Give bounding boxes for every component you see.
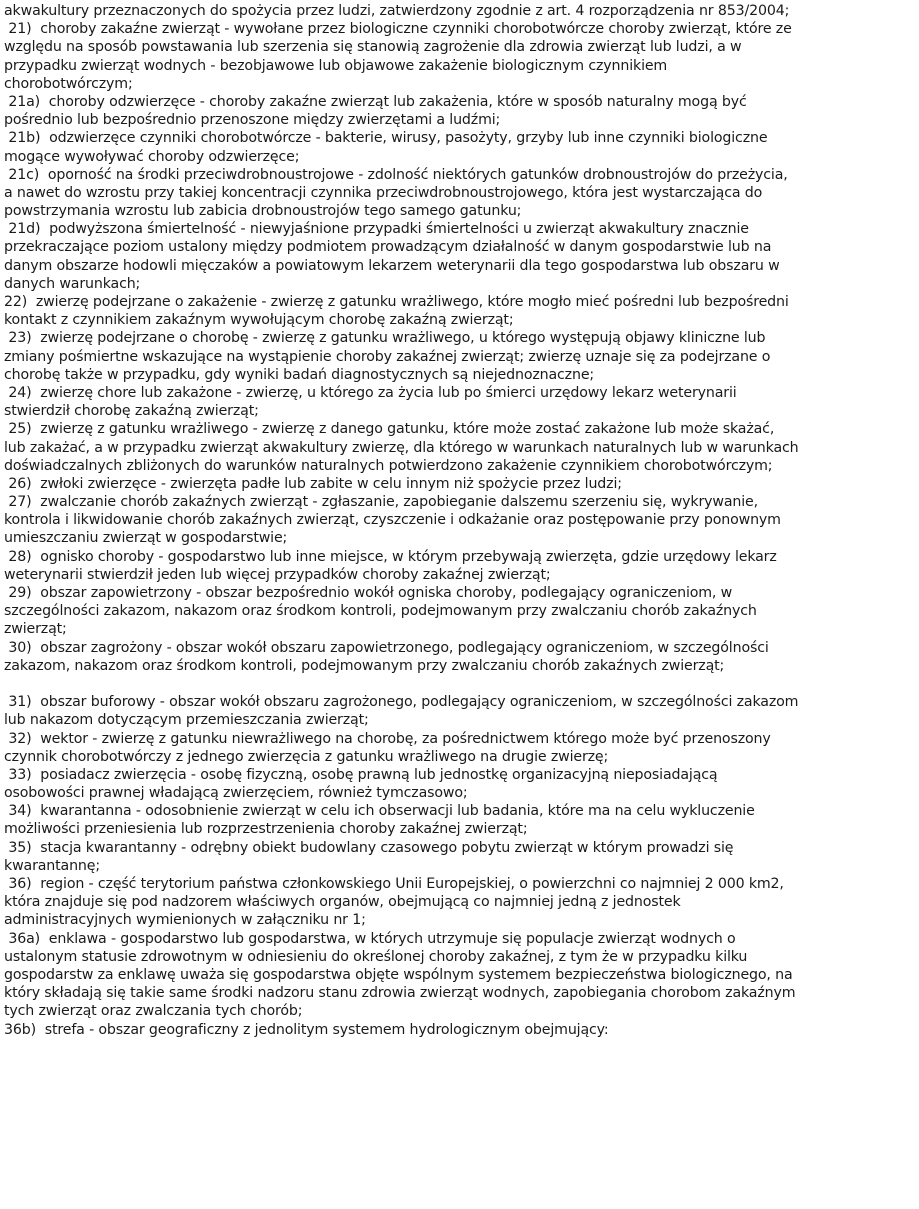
text-line: przypadku zwierząt wodnych - bezobjawowe lub objawowe zakażenie biologicznym czynnikiem [4, 57, 668, 74]
text-line: 30) obszar zagrożony - obszar wokół obszaru zapowietrzonego, podlegający ograniczeniom, w szczególności [4, 639, 769, 656]
paragraph [4, 220, 915, 293]
paragraph [4, 420, 915, 475]
text-line: gospodarstw za enklawę uważa się gospodarstwa objęte wspólnym systemem bezpieczeństwa biologicznego, na [4, 966, 793, 983]
text-line: weterynarii stwierdził jeden lub więcej przypadków choroby zakaźnej zwierząt; [4, 566, 551, 583]
paragraph [4, 2, 915, 20]
text-line: zmiany pośmiertne wskazujące na wystąpienie choroby zakaźnej zwierząt; zwierzę uznaje się za podejrzane o [4, 348, 771, 365]
text-line: przekraczające poziom ustalony między podmiotem prowadzącym działalność w danym gospodarstwie lub na [4, 239, 772, 256]
text-line: względu na sposób powstawania lub szerzenia się stanowią zagrożenie dla zdrowia zwierząt lub ludzi, a w [4, 39, 742, 56]
text-line: 21b) odzwierzęce czynniki chorobotwórcze - bakterie, wirusy, pasożyty, grzyby lub inne czynniki biologiczne [4, 130, 768, 147]
text-line: akwakultury przeznaczonych do spożycia przez ludzi, zatwierdzony zgodnie z art. 4 rozporządzenia nr 853/2004; [4, 3, 790, 19]
text-line: chorobę także w przypadku, gdy wyniki badań diagnostycznych są niejednoznaczne; [4, 366, 595, 383]
text-line: umieszczaniu zwierząt w gospodarstwie; [4, 530, 288, 547]
text-line: 29) obszar zapowietrzony - obszar bezpośrednio wokół ogniska choroby, podlegający ograniczeniom, w [4, 585, 733, 601]
text-line: 28) ognisko choroby - gospodarstwo lub inne miejsce, w którym przebywają zwierzęta, gdzie urzędowy lekarz [4, 548, 777, 565]
paragraph [4, 766, 915, 802]
paragraph [4, 20, 915, 93]
text-line: 32) wektor - zwierzę z gatunku niewrażliwego na chorobę, za pośrednictwem którego może być przenoszony [4, 730, 771, 747]
text-line: 31) obszar buforowy - obszar wokół obszaru zagrożonego, podlegający ograniczeniom, w szczególności zakazom [4, 694, 799, 711]
text-line: 22) zwierzę podejrzane o zakażenie - zwierzę z gatunku wrażliwego, które mogło mieć pośredni lub bezpośredni [4, 294, 789, 310]
text-line: 34) kwarantanna - odosobnienie zwierząt w celu ich obserwacji lub badania, które ma na celu wykluczenie [4, 803, 755, 820]
text-line: lub nakazom dotyczącym przemieszczania zwierząt; [4, 712, 369, 729]
text-line: a nawet do wzrostu przy takiej koncentracji czynnika przeciwdrobnoustrojowego, która jest wystarczająca do [4, 184, 763, 201]
text-line: 21c) oporność na środki przeciwdrobnoustrojowe - zdolność niektórych gatunków drobnoustrojów do przeżycia, [4, 166, 788, 183]
text-line: 36) region - część terytorium państwa członkowskiego Unii Europejskiej, o powierzchni co najmniej 2 000 km2, [4, 876, 784, 892]
text-line: która znajduje się pod nadzorem właściwych organów, obejmującą co najmniej jedną z jednostek [4, 894, 681, 911]
text-line: 33) posiadacz zwierzęcia - osobę fizyczną, osobę prawną lub jednostkę organizacyjną nieposiadającą [4, 766, 718, 783]
text-line: 23) zwierzę podejrzane o chorobę - zwierzę z gatunku wrażliwego, u którego występują objawy kliniczne lub [4, 330, 766, 347]
paragraph [4, 129, 915, 165]
text-line: czynnik chorobotwórczy z jednego zwierzęcia z gatunku wrażliwego na drugie zwierzę; [4, 748, 609, 765]
text-line: 24) zwierzę chore lub zakażone - zwierzę, u którego za życia lub po śmierci urzędowy lekarz weterynarii [4, 384, 737, 401]
blank-line [4, 675, 915, 693]
paragraph [4, 693, 915, 729]
text-line: kontrola i likwidowanie chorób zakaźnych zwierząt, czyszczenie i odkażanie oraz postępowanie przy ponownym [4, 512, 781, 529]
text-line: 26) zwłoki zwierzęce - zwierzęta padłe lub zabite w celu innym niż spożycie przez ludzi; [4, 475, 622, 492]
text-line: zakazom, nakazom oraz środkom kontroli, podejmowanym przy zwalczaniu chorób zakaźnych zwierząt; [4, 657, 725, 674]
text-line: 21) choroby zakaźne zwierząt - wywołane przez biologiczne czynniki chorobotwórcze choroby zwierząt, które ze [4, 21, 792, 38]
text-line: 21d) podwyższona śmiertelność - niewyjaśnione przypadki śmiertelności u zwierząt akwakultury znacznie [4, 221, 749, 238]
text-line: 25) zwierzę z gatunku wrażliwego - zwierzę z danego gatunku, które może zostać zakażone lub może skażać, [4, 421, 775, 438]
paragraph [4, 730, 915, 766]
text-line: zwierząt; [4, 621, 67, 638]
text-line: 21a) choroby odzwierzęce - choroby zakaźne zwierząt lub zakażenia, które w sposób naturalny mogą być [4, 93, 747, 110]
text-line: osobowości prawnej władającą zwierzęciem, również tymczasowo; [4, 785, 468, 802]
paragraph [4, 839, 915, 875]
text-line: chorobotwórczym; [4, 75, 133, 92]
text-line: administracyjnych wymienionych w załączniku nr 1; [4, 912, 366, 929]
text-line: stwierdził chorobę zakaźną zwierząt; [4, 403, 259, 420]
paragraph [4, 875, 915, 930]
text-line: mogące wywoływać choroby odzwierzęce; [4, 148, 300, 165]
paragraph [4, 493, 915, 548]
paragraph [4, 329, 915, 384]
paragraph [4, 930, 915, 1021]
text-line: tych zwierząt oraz zwalczania tych chorób; [4, 1003, 303, 1020]
paragraph [4, 639, 915, 675]
paragraph [4, 475, 915, 493]
text-line: danym obszarze hodowli mięczaków a powiatowym lekarzem weterynarii dla tego gospodarstwa lub obszaru w [4, 257, 780, 274]
text-line: 36b) strefa - obszar geograficzny z jednolitym systemem hydrologicznym obejmujący: [4, 1021, 609, 1038]
text-line: szczególności zakazom, nakazom oraz środkom kontroli, podejmowanym przy zwalczaniu chorób zakaźnych [4, 603, 757, 620]
text-line: kwarantannę; [4, 857, 100, 874]
text-line: 36a) enklawa - gospodarstwo lub gospodarstwa, w których utrzymuje się populacje zwierząt wodnych o [4, 930, 736, 947]
paragraph [4, 166, 915, 221]
paragraph [4, 584, 915, 639]
text-line: danych warunkach; [4, 275, 141, 292]
text-line: lub zakażać, a w przypadku zwierząt akwakultury zwierzę, dla którego w warunkach naturalnych lub w warunkach [4, 439, 799, 456]
paragraph [4, 384, 915, 420]
text-line: powstrzymania wzrostu lub zabicia drobnoustrojów tego samego gatunku; [4, 203, 522, 220]
paragraph [4, 548, 915, 584]
paragraph [4, 802, 915, 838]
paragraph [4, 93, 915, 129]
text-line: doświadczalnych zbliżonych do warunków naturalnych potwierdzono zakażenie czynnikiem chorobotwórczym; [4, 457, 773, 474]
text-line: ustalonym statusie zdrowotnym w odniesieniu do określonej choroby zakaźnej, z tym że w przypadku kilku [4, 948, 748, 965]
text-line: pośrednio lub bezpośrednio przenoszone między zwierzętami a ludźmi; [4, 112, 501, 129]
text-line: 35) stacja kwarantanny - odrębny obiekt budowlany czasowego pobytu zwierząt w którym prowadzi się [4, 839, 734, 856]
text-line: który składają się takie same środki nadzoru stanu zdrowia zwierząt wodnych, zapobiegania chorobom zakaźnym [4, 985, 796, 1002]
paragraph [4, 293, 915, 329]
text-line: kontakt z czynnikiem zakaźnym wywołującym chorobę zakaźną zwierząt; [4, 312, 514, 329]
text-line: 27) zwalczanie chorób zakaźnych zwierząt - zgłaszanie, zapobieganie dalszemu szerzeniu się, wykrywanie, [4, 494, 758, 511]
paragraph [4, 1021, 915, 1039]
text-line: możliwości przeniesienia lub rozprzestrzenienia choroby zakaźnej zwierząt; [4, 821, 528, 838]
